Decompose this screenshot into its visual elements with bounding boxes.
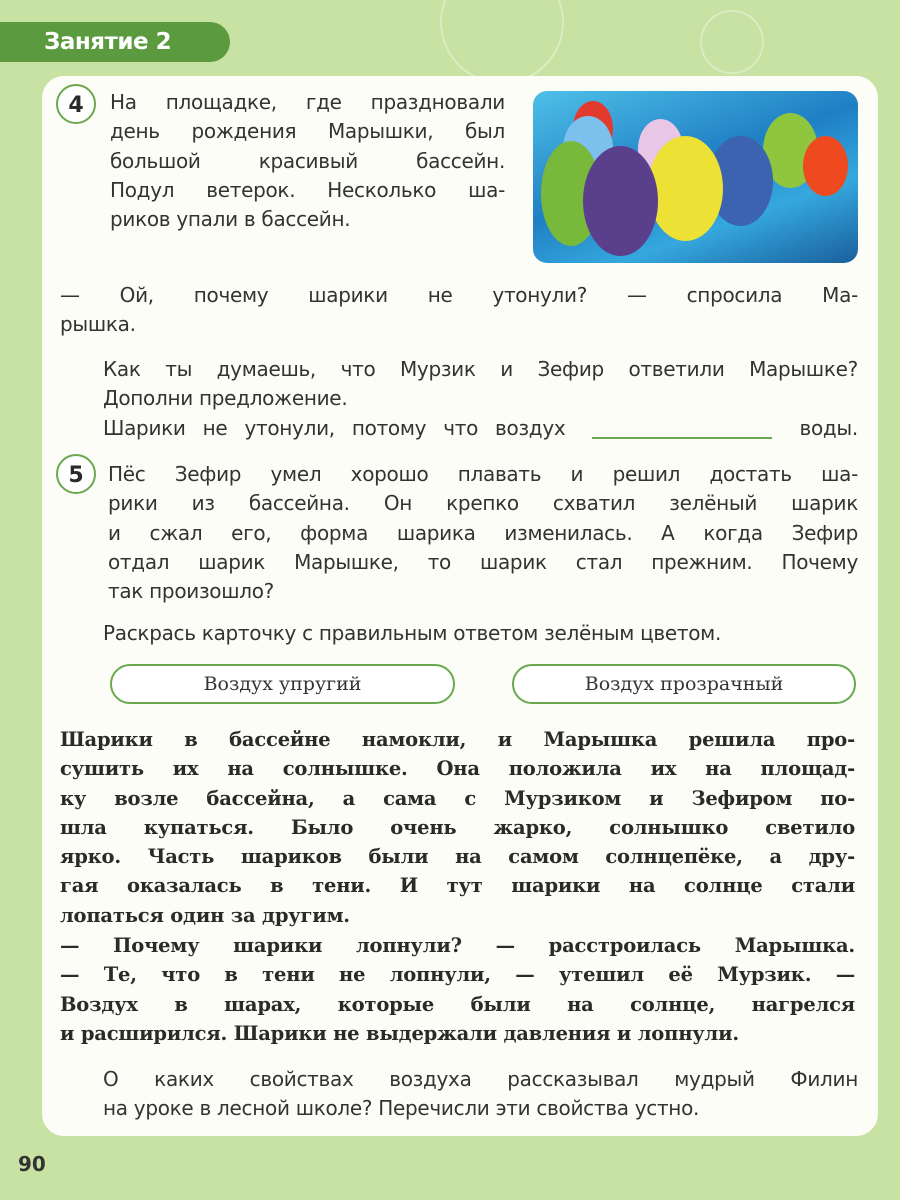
page-number: 90	[18, 1152, 46, 1176]
story-line: шла купаться. Было очень жарко, солнышко светило	[60, 815, 855, 839]
task4-text-line: Подул ветерок. Несколько ша-	[110, 177, 505, 202]
task4-text-line: день рождения Марышки, был	[110, 119, 505, 144]
story-line: сушить их на солнышке. Она положила их на площад-	[60, 757, 855, 781]
answer-card-transparent[interactable]: Воздух прозрачный	[512, 664, 856, 704]
task4-text-line: большой красивый бассейн.	[110, 148, 505, 173]
fill-in-before: Шарики не утонули, потому что воздух	[103, 416, 566, 440]
task4-text-lines	[110, 88, 505, 234]
task5-text-lines	[108, 460, 858, 606]
task5-instruction-lines	[103, 619, 858, 648]
task4-text-line: На площадке, где праздновали	[110, 90, 505, 114]
lesson-title: Занятие 2	[0, 22, 230, 62]
story-dialogue-line: — Почему шарики лопнули? — расстроилась Марышка.	[60, 934, 855, 957]
task5-text-line: Пёс Зефир умел хорошо плавать и решил достать ша-	[108, 462, 858, 486]
background-doodle	[440, 0, 564, 84]
story-question-lines	[103, 1065, 858, 1124]
task4-dialogue-line: рышка.	[60, 312, 136, 337]
story-dialogue-line: и расширился. Шарики не выдержали давления и лопнули.	[60, 1021, 739, 1045]
fill-in-after: воды.	[799, 416, 858, 440]
story-line: лопаться один за другим.	[60, 903, 350, 927]
story-lines	[60, 725, 855, 930]
task5-text-line: так произошло?	[108, 579, 274, 604]
answer-blank[interactable]	[592, 437, 772, 439]
task5-text-line: и сжал его, форма шарика изменилась. А когда Зефир	[108, 520, 858, 545]
story-line: гая оказалась в тени. И тут шарики на солнце стали	[60, 874, 855, 898]
task5-instruction-line: Раскрась карточку с правильным ответом зелёным цветом.	[103, 621, 722, 645]
story-question-line: О каких свойствах воздуха рассказывал мудрый Филин	[103, 1067, 858, 1091]
story-line: Шарики в бассейне намокли, и Марышка решила про-	[60, 728, 855, 751]
story-dialogue-line: Воздух в шарах, которые были на солнце, нагрелся	[60, 992, 855, 1016]
story-line: ярко. Часть шариков были на самом солнцепёке, а дру-	[60, 845, 855, 869]
task4-question-line: Как ты думаешь, что Мурзик и Зефир ответили Марышке?	[103, 357, 858, 381]
fill-in-sentence	[103, 414, 858, 443]
story-dialogue-line: — Те, что в тени не лопнули, — утешил её Мурзик. —	[60, 963, 855, 987]
task-number-5: 5	[56, 454, 96, 494]
story-question-line: на уроке в лесной школе? Перечисли эти свойства устно.	[103, 1096, 700, 1121]
task-number-4: 4	[56, 84, 96, 124]
task4-text-line: риков упали в бассейн.	[110, 207, 351, 232]
story-dialogue-lines	[60, 931, 855, 1048]
task4-question-lines	[103, 355, 858, 414]
background-doodle	[700, 10, 764, 74]
answer-card-elastic[interactable]: Воздух упругий	[110, 664, 455, 704]
task5-text-line: отдал шарик Марышке, то шарик стал прежним. Почему	[108, 549, 858, 574]
task4-dialogue-lines	[60, 281, 858, 340]
balloons-in-pool-image	[533, 91, 858, 263]
task5-text-line: рики из бассейна. Он крепко схватил зелёный шарик	[108, 491, 858, 516]
task4-dialogue-line: — Ой, почему шарики не утонули? — спросила Ма-	[60, 283, 858, 307]
task4-question-line: Дополни предложение.	[103, 386, 348, 411]
story-line: ку возле бассейна, а сама с Мурзиком и Зефиром по-	[60, 786, 855, 810]
